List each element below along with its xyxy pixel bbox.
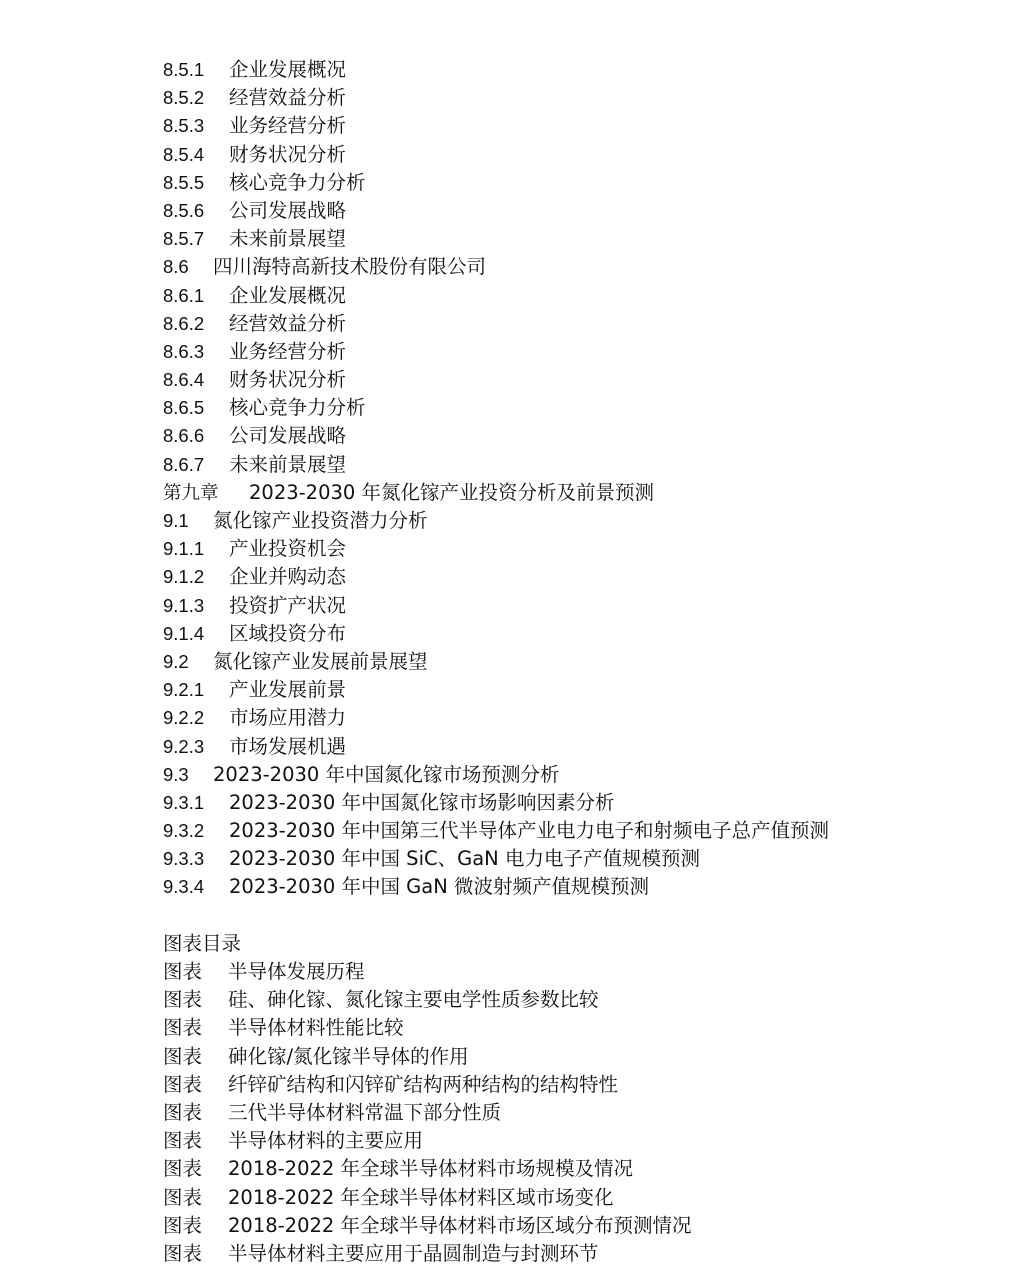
toc-entry-number: 9.3.3 bbox=[163, 848, 205, 870]
toc-entry-title: 财务状况分析 bbox=[229, 368, 347, 392]
toc-entry-number: 8.5.3 bbox=[163, 115, 205, 137]
figure-entry-label: 图表 bbox=[163, 1185, 203, 1209]
toc-entry-title: 核心竞争力分析 bbox=[229, 396, 366, 420]
toc-entry-title: 氮化镓产业投资潜力分析 bbox=[213, 509, 428, 532]
toc-entry-title: 市场应用潜力 bbox=[229, 706, 347, 730]
toc-entry bbox=[163, 56, 1003, 84]
toc-entry-title: 2023-2030 年中国氮化镓市场预测分析 bbox=[213, 762, 560, 786]
toc-entry-number: 8.6.7 bbox=[163, 453, 205, 475]
figure-entry bbox=[163, 1155, 1003, 1183]
toc-entry-number: 8.6.2 bbox=[163, 312, 205, 334]
toc-entry-number: 9.3.4 bbox=[163, 876, 205, 898]
toc-entry-number: 8.5.1 bbox=[163, 59, 205, 80]
toc-entry bbox=[163, 845, 1003, 873]
figure-entry bbox=[163, 1071, 1003, 1099]
toc-entry bbox=[163, 169, 1003, 197]
toc-entry bbox=[163, 704, 1003, 732]
toc-entry-number: 8.5.4 bbox=[163, 143, 205, 165]
toc-entry bbox=[163, 310, 1003, 338]
toc-entry-number: 9.1.2 bbox=[163, 566, 205, 588]
toc-entry-title: 企业并购动态 bbox=[229, 565, 347, 589]
toc-entry bbox=[163, 282, 1003, 310]
figure-entry bbox=[163, 1043, 1003, 1071]
toc-entry-title: 核心竞争力分析 bbox=[229, 170, 366, 194]
figure-entry-title: 半导体材料性能比较 bbox=[228, 1016, 404, 1040]
toc-entry bbox=[163, 422, 1003, 450]
toc-entry-title: 公司发展战略 bbox=[229, 424, 347, 448]
toc-entry-title: 市场发展机遇 bbox=[229, 734, 347, 758]
figure-entry bbox=[163, 1014, 1003, 1042]
toc-entry bbox=[163, 535, 1003, 563]
figure-entry-title: 三代半导体材料常温下部分性质 bbox=[228, 1100, 502, 1124]
toc-entry-title: 业务经营分析 bbox=[229, 339, 347, 363]
section-spacer bbox=[163, 902, 1003, 930]
toc-entry bbox=[163, 197, 1003, 225]
toc-entry bbox=[163, 648, 1003, 676]
toc-entry-number: 9.2.2 bbox=[163, 707, 205, 729]
toc-entry-title: 2023-2030 年中国氮化镓市场影响因素分析 bbox=[229, 790, 615, 814]
toc-entry bbox=[163, 253, 1003, 281]
toc-entry bbox=[163, 225, 1003, 253]
figure-list-heading: 图表目录 bbox=[163, 931, 242, 955]
toc-entry-number: 8.5.7 bbox=[163, 228, 205, 250]
toc-entry-title: 2023-2030 年中国 GaN 微波射频产值规模预测 bbox=[229, 875, 650, 899]
toc-entry-number: 8.6.1 bbox=[163, 284, 205, 306]
toc-entry-title: 产业投资机会 bbox=[229, 537, 347, 561]
toc-entry bbox=[163, 817, 1003, 845]
toc-entry bbox=[163, 620, 1003, 648]
toc-entry-number: 9.1.1 bbox=[163, 538, 205, 560]
toc-entry bbox=[163, 366, 1003, 394]
toc-entry bbox=[163, 592, 1003, 620]
toc-entry-title: 业务经营分析 bbox=[229, 114, 347, 138]
figure-entry-title: 纤锌矿结构和闪锌矿结构两种结构的结构特性 bbox=[228, 1072, 619, 1096]
toc-entry-number: 8.5.5 bbox=[163, 171, 205, 193]
figure-entry-label: 图表 bbox=[163, 960, 203, 983]
toc-entry-number: 8.6.5 bbox=[163, 397, 205, 419]
toc-entry-title: 投资扩产状况 bbox=[229, 593, 347, 617]
toc-entry-title: 产业发展前景 bbox=[229, 678, 347, 702]
figure-entry bbox=[163, 1184, 1003, 1212]
figure-entry-title: 半导体材料主要应用于晶圆制造与封测环节 bbox=[228, 1241, 599, 1265]
toc-entry bbox=[163, 761, 1003, 789]
figure-entry-title: 2018-2022 年全球半导体材料区域市场变化 bbox=[228, 1185, 614, 1209]
toc-entry bbox=[163, 338, 1003, 366]
toc-entry-number: 9.2 bbox=[163, 650, 189, 672]
toc-entry-number: 9.2.1 bbox=[163, 679, 205, 701]
toc-entry-title: 未来前景展望 bbox=[229, 452, 347, 476]
toc-entry bbox=[163, 563, 1003, 591]
figure-entry bbox=[163, 1240, 1003, 1268]
figure-entry-label: 图表 bbox=[163, 988, 203, 1012]
figure-entry-title: 砷化镓/氮化镓半导体的作用 bbox=[228, 1044, 469, 1068]
figure-entry bbox=[163, 1099, 1003, 1127]
toc-entry-title: 未来前景展望 bbox=[229, 227, 347, 251]
figure-entry-label: 图表 bbox=[163, 1129, 203, 1153]
toc-entry bbox=[163, 141, 1003, 169]
figure-entry-label: 图表 bbox=[163, 1016, 203, 1040]
table-of-contents bbox=[163, 56, 1003, 902]
figure-entry-label: 图表 bbox=[163, 1213, 203, 1237]
toc-entry-title: 2023-2030 年中国第三代半导体产业电力电子和射频电子总产值预测 bbox=[229, 819, 829, 843]
toc-entry-title: 企业发展概况 bbox=[229, 283, 347, 307]
figure-entry-label: 图表 bbox=[163, 1100, 203, 1124]
toc-entry-number: 9.3.2 bbox=[163, 820, 205, 842]
toc-entry bbox=[163, 789, 1003, 817]
figure-entry-title: 硅、砷化镓、氮化镓主要电学性质参数比较 bbox=[228, 988, 599, 1012]
toc-entry-title: 区域投资分布 bbox=[229, 621, 347, 645]
figure-entry-title: 2018-2022 年全球半导体材料市场规模及情况 bbox=[228, 1157, 633, 1181]
toc-entry-number: 第九章 bbox=[163, 481, 219, 503]
toc-entry bbox=[163, 676, 1003, 704]
figure-entry-title: 2018-2022 年全球半导体材料市场区域分布预测情况 bbox=[228, 1213, 692, 1237]
toc-entry-title: 财务状况分析 bbox=[229, 142, 347, 166]
toc-entry-number: 9.1.3 bbox=[163, 594, 205, 616]
toc-entry-number: 8.6 bbox=[163, 256, 189, 278]
toc-entry-title: 公司发展战略 bbox=[229, 198, 347, 222]
toc-entry-number: 9.3.1 bbox=[163, 791, 205, 813]
toc-entry bbox=[163, 112, 1003, 140]
toc-entry-title: 经营效益分析 bbox=[229, 86, 347, 110]
toc-entry bbox=[163, 451, 1003, 479]
toc-entry-number: 8.6.6 bbox=[163, 425, 205, 447]
toc-entry-title: 氮化镓产业发展前景展望 bbox=[213, 649, 428, 673]
figure-entry bbox=[163, 986, 1003, 1014]
figure-entry-title: 半导体发展历程 bbox=[228, 960, 365, 983]
toc-entry bbox=[163, 507, 1003, 535]
toc-entry-title: 2023-2030 年氮化镓产业投资分析及前景预测 bbox=[249, 480, 654, 504]
toc-entry-number: 9.2.3 bbox=[163, 735, 205, 757]
toc-entry bbox=[163, 479, 1003, 507]
toc-entry bbox=[163, 84, 1003, 112]
document-page bbox=[163, 56, 1003, 1268]
figure-entry bbox=[163, 958, 1003, 986]
toc-entry-number: 8.5.6 bbox=[163, 199, 205, 221]
toc-entry-title: 2023-2030 年中国 SiC、GaN 电力电子产值规模预测 bbox=[229, 847, 700, 871]
figure-list bbox=[163, 958, 1003, 1268]
figure-entry-label: 图表 bbox=[163, 1157, 203, 1181]
toc-entry-title: 四川海特高新技术股份有限公司 bbox=[213, 255, 487, 279]
toc-entry-number: 8.6.3 bbox=[163, 340, 205, 362]
toc-entry bbox=[163, 394, 1003, 422]
toc-entry-number: 9.1 bbox=[163, 510, 189, 531]
toc-entry-number: 8.5.2 bbox=[163, 87, 205, 109]
toc-entry-title: 企业发展概况 bbox=[229, 58, 347, 81]
toc-entry bbox=[163, 873, 1003, 901]
figure-entry bbox=[163, 1127, 1003, 1155]
toc-entry-title: 经营效益分析 bbox=[229, 311, 347, 335]
toc-entry-number: 9.1.4 bbox=[163, 622, 205, 644]
toc-entry-number: 8.6.4 bbox=[163, 369, 205, 391]
toc-entry bbox=[163, 733, 1003, 761]
figure-entry-label: 图表 bbox=[163, 1072, 203, 1096]
figure-entry-label: 图表 bbox=[163, 1044, 203, 1068]
figure-entry-title: 半导体材料的主要应用 bbox=[228, 1129, 424, 1153]
toc-entry-number: 9.3 bbox=[163, 763, 189, 785]
figure-entry-label: 图表 bbox=[163, 1241, 203, 1265]
figure-entry bbox=[163, 1212, 1003, 1240]
